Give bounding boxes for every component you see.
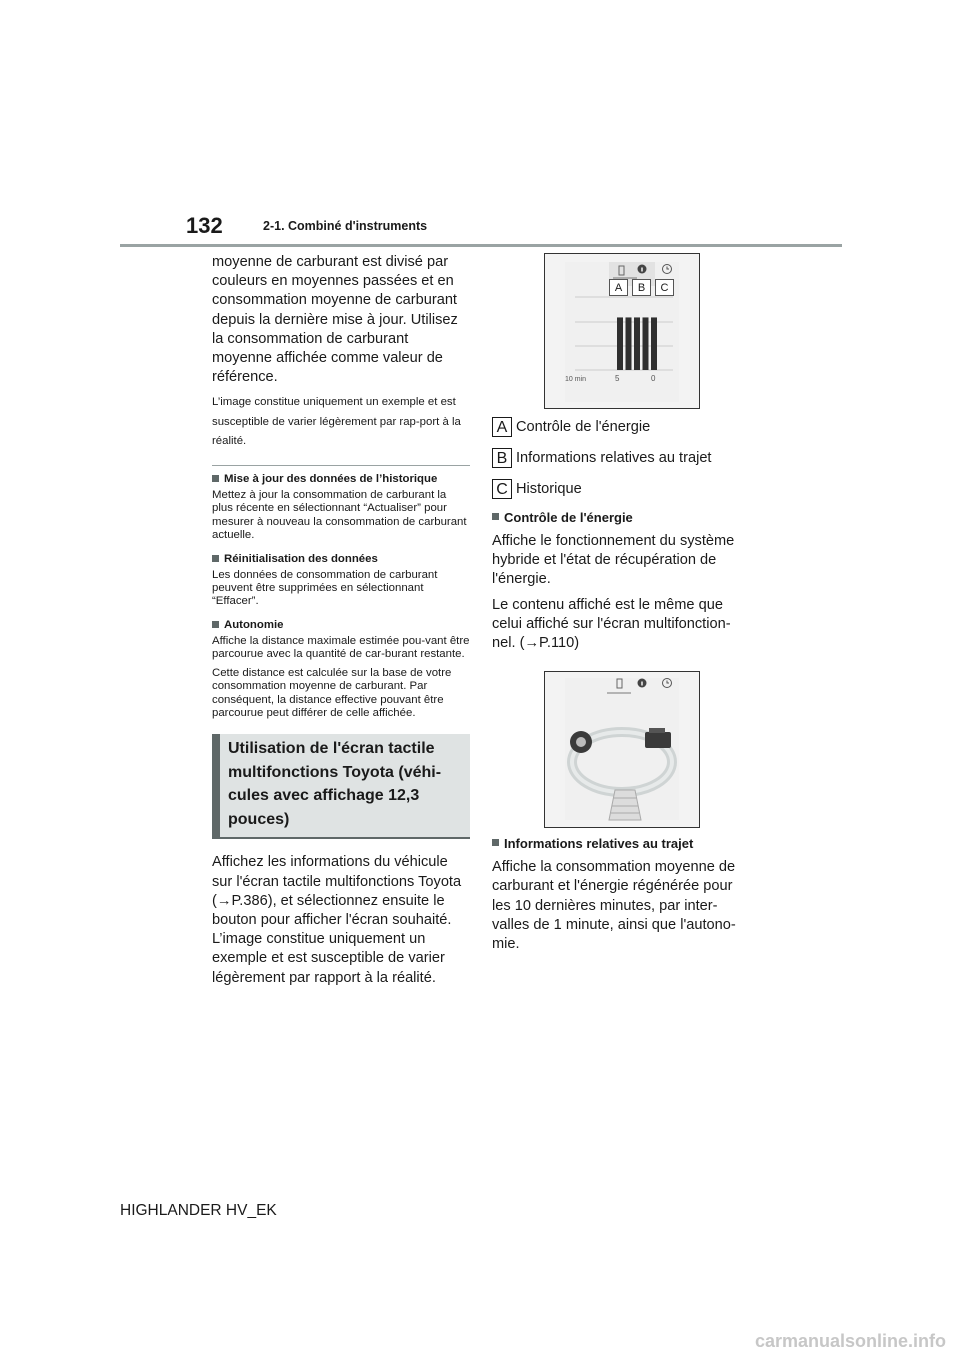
bullet-square-icon <box>212 555 219 562</box>
bullet-square-icon <box>212 621 219 628</box>
history-bars <box>617 317 657 370</box>
watermark: carmanualsonline.info <box>754 1331 946 1351</box>
subsection-text: Mettez à jour la consommation de carburant la plus récente en sélectionnant “Actualiser” pour mesurer à nouveau la consommation de carburant actuelle. <box>212 489 467 542</box>
subsection-heading <box>212 618 470 632</box>
subsection-heading <box>212 472 470 486</box>
section-paragraph: Affiche le fonctionnement du système hybride et l'état de récupération de l'énergie. <box>492 533 735 588</box>
section-title: 2-1. Combiné d'instruments <box>263 219 428 233</box>
intro-paragraph: moyenne de carburant est divisé par couleurs en moyennes passées et en consommation moyenne de carburant depuis la dernière mise à jour. Utilisez la consommation de carburant moyenne affichée comme valeur de référence. <box>212 254 458 386</box>
history-screen-image <box>544 253 700 409</box>
subsection-text: Les données de consommation de carburant peuvent être supprimées en sélectionnant “Effacer”. <box>212 568 438 608</box>
legend-item <box>492 448 744 468</box>
bullet-square-icon <box>212 475 219 482</box>
note-divider <box>212 465 470 466</box>
history-bar <box>626 317 632 370</box>
wheel-icon <box>570 731 592 753</box>
section-paragraph: Affiche la consommation moyenne de carburant et l'énergie régénérée pour les 10 dernières minutes, par inter-valles de 1 minute, ainsi que l'autono-mie. <box>492 859 736 953</box>
footer-model: HIGHLANDER HV_EK <box>120 1202 277 1219</box>
tab-label-b: B <box>632 279 651 296</box>
legend-letter: B <box>492 448 512 468</box>
section-paragraph: Le contenu affiché est le même que celui affiché sur l'écran multifonction-nel. (→P.110) <box>492 596 731 652</box>
legend-letter: A <box>492 417 512 437</box>
legend-letter: C <box>492 479 512 499</box>
section-heading <box>492 836 744 852</box>
callout-heading: Utilisation de l'écran tactile multifonctions Toyota (véhi-cules avec affichage 12,3 pouces) <box>212 734 470 839</box>
history-bar <box>651 317 657 370</box>
legend-label: Contrôle de l'énergie <box>516 418 651 435</box>
section-heading-text: Informations relatives au trajet <box>504 836 694 852</box>
info-icon <box>638 265 647 274</box>
history-bar <box>643 317 649 370</box>
history-bar <box>617 317 623 370</box>
closing-paragraph: Affichez les informations du véhicule sur l'écran tactile multifonctions Toyota (→P.386), et sélectionnez ensuite le bouton pour afficher l'écran souhaité. L’image constitue uniquement un exemple et est susceptible de varier légèrement par rapport à la réalité. <box>212 854 462 986</box>
right-column <box>492 253 744 960</box>
image-note: L’image constitue uniquement un exemple et est susceptible de varier légèrement par rap-port à la réalité. <box>212 396 461 447</box>
axis-label: 10 min <box>565 376 587 383</box>
section-heading <box>492 510 744 526</box>
tab-label-a: A <box>609 279 628 296</box>
page-number: 132 <box>186 213 223 238</box>
subsection-title: Autonomie <box>224 618 284 631</box>
header-divider <box>120 244 842 247</box>
subsection-title: Réinitialisation des données <box>224 552 378 565</box>
axis-label: 0 <box>651 374 656 383</box>
legend-item <box>492 479 744 499</box>
subsection-text: Affiche la distance maximale estimée pou-vant être parcourue avec la quantité de car-burant restante. <box>212 634 470 661</box>
axis-label: 5 <box>615 374 620 383</box>
energy-monitor-illustration <box>545 672 699 827</box>
info-icon <box>638 679 647 688</box>
tab-label-c: C <box>655 279 674 296</box>
battery-pack-icon <box>609 790 641 820</box>
bullet-square-icon <box>492 513 499 520</box>
subsection-heading <box>212 552 470 566</box>
section-heading-text: Contrôle de l'énergie <box>504 510 633 525</box>
subsection-title: Mise à jour des données de l’historique <box>224 473 438 486</box>
energy-monitor-image <box>544 671 700 828</box>
legend-label: Historique <box>516 480 582 497</box>
legend-label: Informations relatives au trajet <box>516 449 712 466</box>
subsection-text: Cette distance est calculée sur la base de votre consommation moyenne de carburant. Par conséquent, la distance effective pouvant être parcourue peut différer de celle affichée. <box>212 666 452 719</box>
history-bar <box>634 317 640 370</box>
history-screen-illustration <box>545 254 699 408</box>
left-column <box>212 253 470 994</box>
legend-item <box>492 417 744 437</box>
bullet-square-icon <box>492 839 499 846</box>
